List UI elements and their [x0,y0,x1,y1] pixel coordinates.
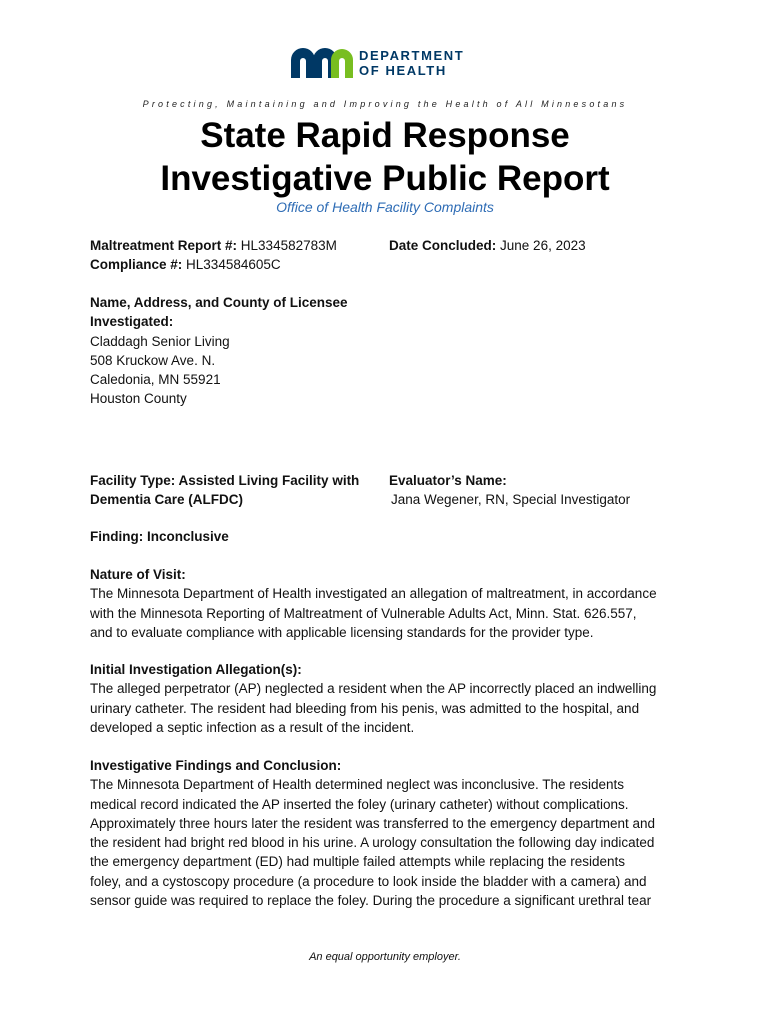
report-ids [90,236,337,275]
licensee-county: Houston County [90,391,187,407]
findings-heading: Investigative Findings and Conclusion: [90,758,342,773]
licensee-city: Caledonia, MN 55921 [90,372,221,388]
maltreatment-row [90,236,337,255]
findings-line: the emergency department (ED) had multiple failed attempts while replacing the residents [90,854,626,870]
page-subtitle: Office of Health Facility Complaints [276,199,494,215]
visit-line: with the Minnesota Reporting of Maltreatment of Vulnerable Adults Act, Minn. Stat. 626.557, [90,605,637,621]
maltreatment-value: HL334582783M [240,238,337,253]
footer-eoe: An equal opportunity employer. [309,951,461,963]
page-title [0,114,770,200]
date-value: June 26, 2023 [500,238,586,253]
findings-line: medical record indicated the AP inserted the foley (urinary catheter) without complications. [90,796,629,812]
date-label: Date Concluded: [389,238,497,253]
compliance-value: HL334584605C [186,257,281,273]
compliance-row [90,255,337,274]
finding: Finding: Inconclusive [90,529,229,544]
maltreatment-label: Maltreatment Report #: [90,238,238,253]
findings-line: foley, and a cystoscopy procedure (a procedure to look inside the bladder with a camera) and [90,873,647,889]
date-concluded [389,236,586,255]
logo-line-1: DEPARTMENT [359,48,465,63]
allegation-line: The alleged perpetrator (AP) neglected a resident when the AP incorrectly placed an indwelling [90,681,657,697]
evaluator-label: Evaluator’s Name: [389,473,507,488]
allegation-line: urinary catheter. The resident had bleeding from his penis, was admitted to the hospital, and [90,700,640,716]
compliance-label: Compliance #: [90,257,183,273]
licensee-address: 508 Kruckow Ave. N. [90,352,216,368]
findings-line: sensor guide was required to replace the foley. During the procedure a significant urethral tear [90,893,652,909]
nature-of-visit [90,565,690,642]
licensee-label-1: Name, Address, and County of Licensee [90,295,348,310]
licensee-name: Claddagh Senior Living [90,333,230,349]
logo-text [359,48,464,78]
facility-type-line-2: Dementia Care (ALFDC) [90,492,244,508]
facility-type-line-1: Facility Type: Assisted Living Facility with [90,473,360,488]
visit-line: The Minnesota Department of Health investigated an allegation of maltreatment, in accordance [90,586,657,602]
logo-line-2: OF HEALTH [359,63,447,78]
evaluator [389,471,630,510]
allegation-line: developed a septic infection as a result of the incident. [90,719,415,735]
licensee-label-2: Investigated: [90,314,174,330]
allegation-heading: Initial Investigation Allegation(s): [90,662,302,677]
findings-line: Approximately three hours later the resident was transferred to the emergency department and [90,815,656,831]
evaluator-value: Jana Wegener, RN, Special Investigator [391,492,631,508]
initial-allegations [90,660,690,737]
mdh-logo [291,48,464,78]
findings-line: The Minnesota Department of Health determined neglect was inconclusive. The residents [90,777,625,793]
findings-line: the resident had bright red blood in his urine. A urology consultation the following day indicated [90,835,655,851]
title-line-2: Investigative Public Report [160,159,610,198]
licensee-block [90,293,348,409]
mn-logo-icon [291,48,353,78]
facility-type [90,471,359,510]
tagline: Protecting, Maintaining and Improving the Health of All Minnesotans [142,99,628,109]
visit-line: and to evaluate compliance with applicable licensing standards for the provider type. [90,624,594,640]
visit-heading: Nature of Visit: [90,567,186,582]
title-line-1: State Rapid Response [200,116,570,155]
findings-and-conclusion [90,756,690,910]
